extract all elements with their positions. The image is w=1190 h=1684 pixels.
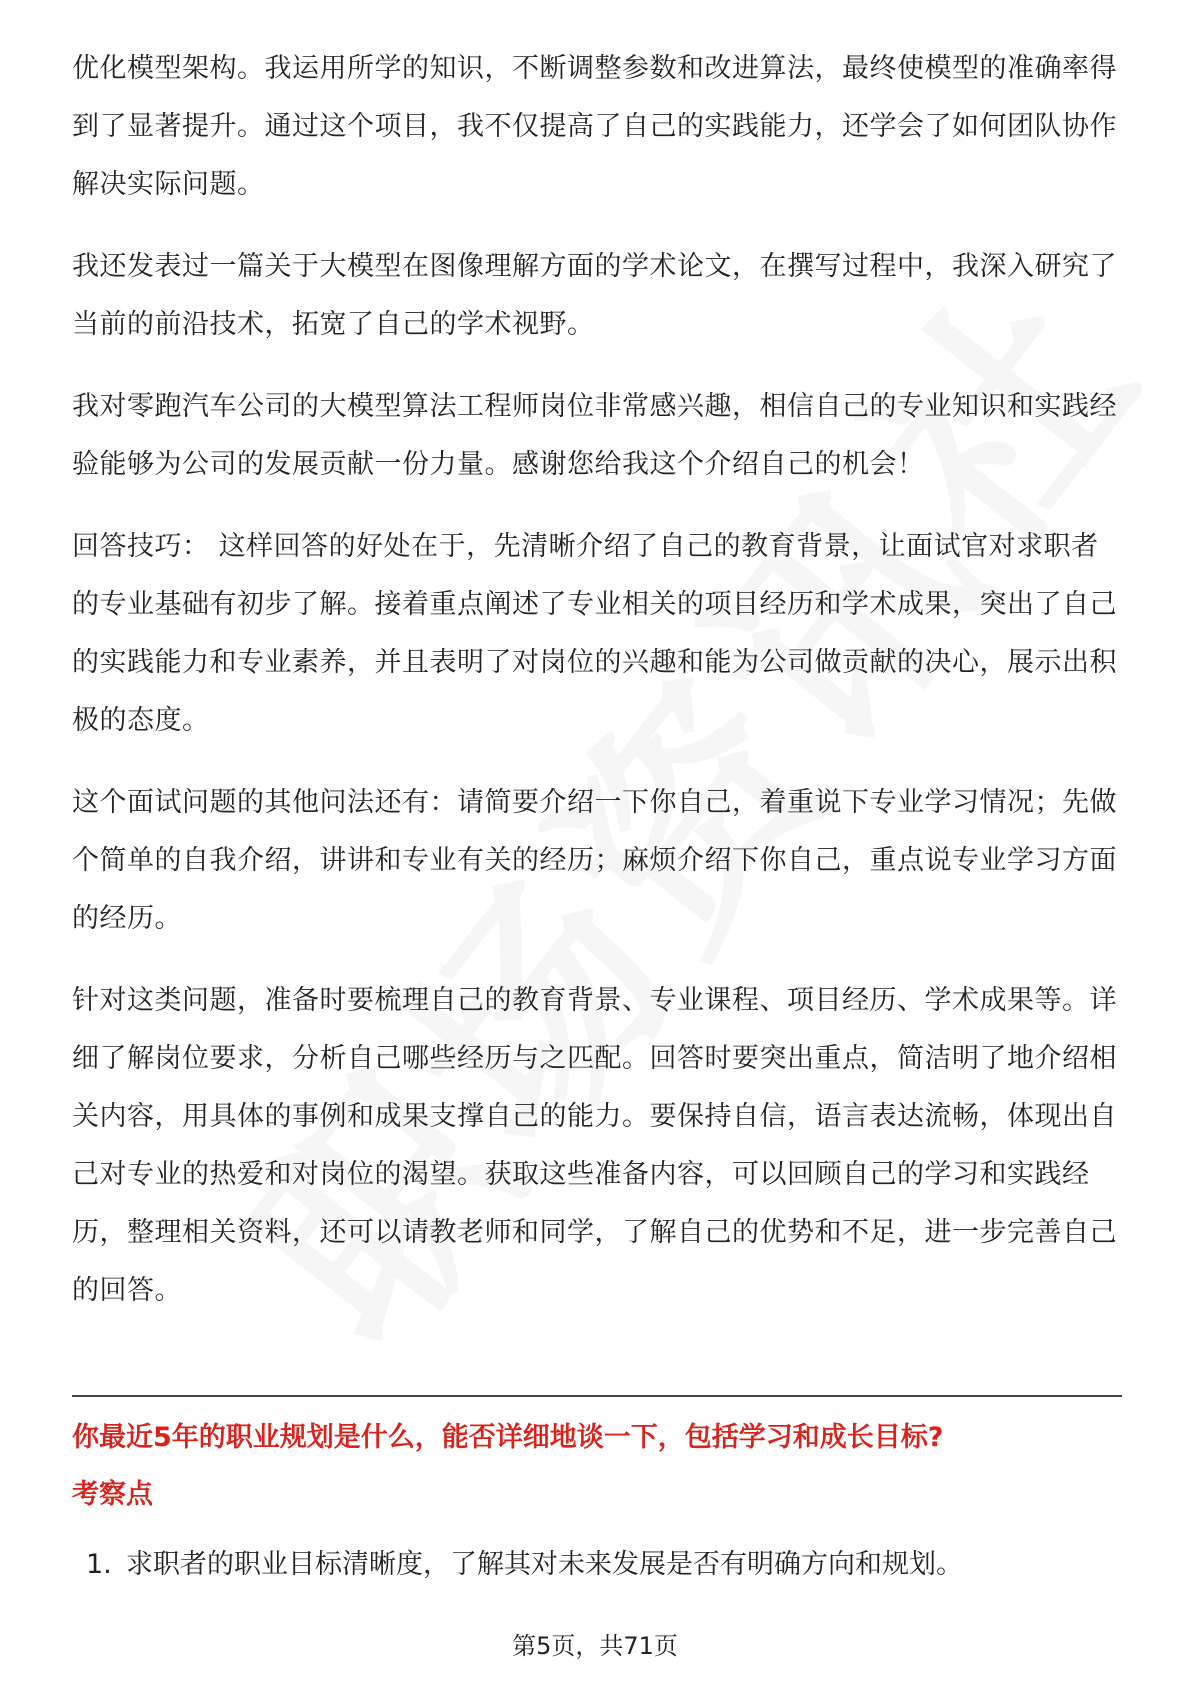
page-footer: 第5页，共71页: [512, 1632, 678, 1660]
paragraph: 回答技巧： 这样回答的好处在于，先清晰介绍了自己的教育背景，让面试官对求职者的专业基础有初步了解。接着重点阐述了专业相关的项目经历和学术成果，突出了自己的实践能力和专业素养，并且表明了对岗位的兴趣和能为公司做贡献的决心，展示出积极的态度。: [72, 531, 1117, 736]
list-item: [86, 1545, 1106, 1585]
paragraph: 我还发表过一篇关于大模型在图像理解方面的学术论文，在撰写过程中，我深入研究了当前的前沿技术，拓宽了自己的学术视野。: [72, 251, 1117, 340]
question-heading: 你最近5年的职业规划是什么，能否详细地谈一下，包括学习和成长目标?: [72, 1422, 944, 1453]
list-item-text: 求职者的职业目标清晰度，了解其对未来发展是否有明确方向和规划。: [126, 1549, 963, 1580]
paragraph: 优化模型架构。我运用所学的知识，不断调整参数和改进算法，最终使模型的准确率得到了显著提升。通过这个项目，我不仅提高了自己的实践能力，还学会了如何团队协作解决实际问题。: [72, 53, 1117, 200]
document-body: [72, 40, 1122, 1344]
paragraph: 针对这类问题，准备时要梳理自己的教育背景、专业课程、项目经历、学术成果等。详细了解岗位要求，分析自己哪些经历与之匹配。回答时要突出重点，简洁明了地介绍相关内容，用具体的事例和成果支撑自己的能力。要保持自信，语言表达流畅，体现出自己对专业的热爱和对岗位的渴望。获取这些准备内容，可以回顾自己的学习和实践经历，整理相关资料，还可以请教老师和同学，了解自己的优势和不足，进一步完善自己的回答。: [72, 985, 1117, 1306]
list-item-number: 1.: [86, 1549, 112, 1580]
section-divider: [72, 1395, 1122, 1397]
subheading: 考察点: [72, 1479, 153, 1510]
paragraph: 我对零跑汽车公司的大模型算法工程师岗位非常感兴趣，相信自己的专业知识和实践经验能够为公司的发展贡献一份力量。感谢您给我这个介绍自己的机会！: [72, 391, 1117, 480]
paragraph: 这个面试问题的其他问法还有：请简要介绍一下你自己，着重说下专业学习情况；先做个简单的自我介绍，讲讲和专业有关的经历；麻烦介绍下你自己，重点说专业学习方面的经历。: [72, 787, 1117, 934]
